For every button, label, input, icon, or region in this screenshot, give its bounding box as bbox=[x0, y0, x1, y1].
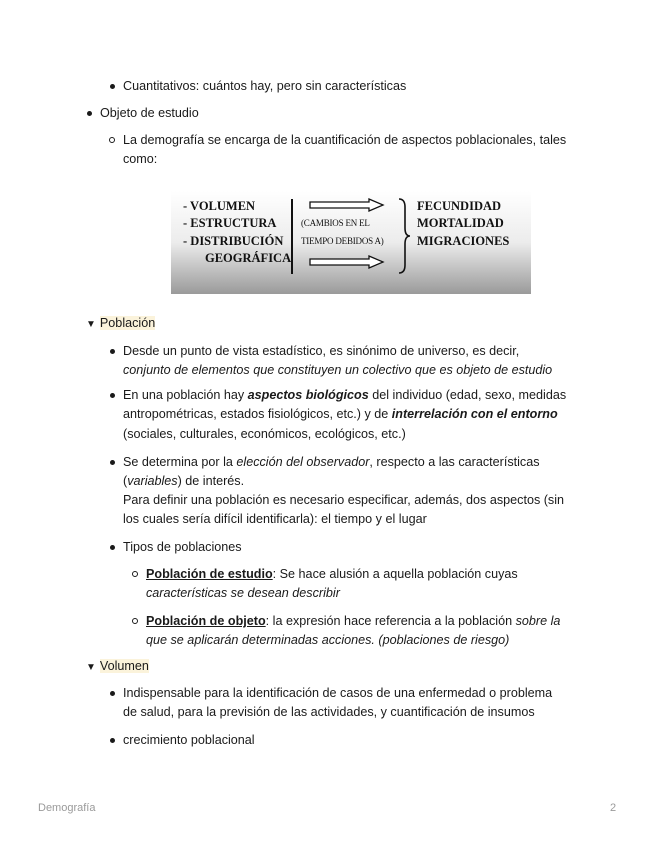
bullet-disc bbox=[110, 738, 115, 743]
text-run: ) de interés. bbox=[177, 474, 245, 488]
list-item-objeto: Objeto de estudio bbox=[100, 106, 199, 120]
demografia-line-1: La demografía se encarga de la cuantificación de aspectos poblacionales, tales bbox=[123, 133, 567, 147]
bullet-circle bbox=[109, 137, 115, 143]
bullet-disc bbox=[110, 545, 115, 550]
poblacion-b2-line-1 bbox=[123, 386, 566, 405]
poblacion-s1-line-1 bbox=[146, 565, 518, 584]
italic-run: elección del observador bbox=[236, 455, 370, 469]
poblacion-b2-line-3: (sociales, culturales, económicos, ecológicos, etc.) bbox=[123, 427, 406, 441]
bullet-disc bbox=[110, 460, 115, 465]
poblacion-s2-line-1 bbox=[146, 612, 560, 631]
poblacion-estudio-term: Población de estudio bbox=[146, 567, 273, 581]
figure-geografica: GEOGRÁFICA bbox=[205, 251, 292, 265]
arrow-icon bbox=[309, 198, 385, 212]
poblacion-s2-line-2 bbox=[146, 631, 509, 650]
text-run: En una población hay bbox=[123, 388, 248, 402]
text-run: : Se hace alusión a aquella población cuyas bbox=[272, 567, 518, 581]
toggle-triangle-icon: ▼ bbox=[86, 662, 96, 673]
figure-tiempo: TIEMPO DEBIDOS A) bbox=[301, 236, 384, 246]
toggle-triangle-icon: ▼ bbox=[86, 319, 96, 330]
text-run: antropométricas, estados fisiológicos, etc.) y de bbox=[123, 407, 392, 421]
poblacion-b3-line-4: los cuales sería difícil identificarla): el tiempo y el lugar bbox=[123, 512, 427, 526]
volumen-b2: crecimiento poblacional bbox=[123, 733, 255, 747]
demography-figure bbox=[171, 191, 531, 294]
text-run: : la expresión hace referencia a la población bbox=[265, 614, 516, 628]
text-run: ( bbox=[123, 474, 128, 488]
arrow-icon bbox=[309, 255, 385, 269]
italic-run: que se aplicarán determinadas acciones. (poblaciones de riesgo) bbox=[146, 633, 510, 647]
volumen-b1-line-2: de salud, para la previsión de las actividades, y cuantificación de insumos bbox=[123, 705, 535, 719]
poblacion-b1-line-2 bbox=[123, 361, 552, 380]
toggle-volumen[interactable] bbox=[86, 657, 149, 677]
figure-divider bbox=[291, 199, 293, 274]
bullet-disc bbox=[110, 393, 115, 398]
poblacion-b4: Tipos de poblaciones bbox=[123, 540, 242, 554]
poblacion-b1-line-1: Desde un punto de vista estadístico, es sinónimo de universo, es decir, bbox=[123, 344, 520, 358]
figure-fecundidad: FECUNDIDAD bbox=[417, 199, 502, 213]
volumen-b1-line-1: Indispensable para la identificación de casos de una enfermedad o problema bbox=[123, 686, 553, 700]
bullet-disc bbox=[87, 111, 92, 116]
text-run: , respecto a las características bbox=[369, 455, 540, 469]
list-item-cuantitativos: Cuantitativos: cuántos hay, pero sin características bbox=[123, 79, 407, 93]
figure-migraciones: MIGRACIONES bbox=[417, 234, 510, 248]
italic-run: características se desean describir bbox=[146, 586, 340, 600]
italic-run: variables bbox=[127, 474, 178, 488]
figure-volumen: - VOLUMEN bbox=[183, 199, 256, 213]
footer-title: Demografía bbox=[38, 802, 96, 814]
figure-estructura: - ESTRUCTURA bbox=[183, 216, 277, 230]
bold-italic-run: interrelación con el entorno bbox=[391, 407, 558, 421]
poblacion-b3-line-3: Para definir una población es necesario especificar, además, dos aspectos (sin bbox=[123, 493, 565, 507]
poblacion-s1-line-2 bbox=[146, 584, 340, 603]
curly-brace-icon bbox=[397, 197, 411, 275]
text-run: Se determina por la bbox=[123, 455, 237, 469]
poblacion-b1-italic: conjunto de elementos que constituyen un colectivo que es objeto de estudio bbox=[123, 363, 553, 377]
figure-mortalidad: MORTALIDAD bbox=[417, 216, 504, 230]
bold-italic-run: aspectos biológicos bbox=[247, 388, 369, 402]
italic-run: sobre la bbox=[515, 614, 561, 628]
demografia-line-2: como: bbox=[123, 152, 158, 166]
text-run: del individuo (edad, sexo, medidas bbox=[368, 388, 567, 402]
bullet-disc bbox=[110, 349, 115, 354]
figure-distribucion: - DISTRIBUCIÓN bbox=[183, 234, 284, 248]
footer-page-number: 2 bbox=[610, 802, 617, 814]
toggle-volumen-label: Volumen bbox=[99, 659, 149, 673]
toggle-poblacion[interactable] bbox=[86, 314, 155, 334]
poblacion-b3-line-2 bbox=[123, 472, 244, 491]
figure-cambios: (CAMBIOS EN EL bbox=[301, 218, 370, 228]
poblacion-b2-line-2 bbox=[123, 405, 558, 424]
bullet-circle bbox=[132, 571, 138, 577]
bullet-circle bbox=[132, 618, 138, 624]
bullet-disc bbox=[110, 691, 115, 696]
toggle-poblacion-label: Población bbox=[99, 316, 156, 330]
poblacion-objeto-term: Población de objeto bbox=[146, 614, 266, 628]
poblacion-b3-line-1 bbox=[123, 453, 540, 472]
bullet-disc bbox=[110, 84, 115, 89]
